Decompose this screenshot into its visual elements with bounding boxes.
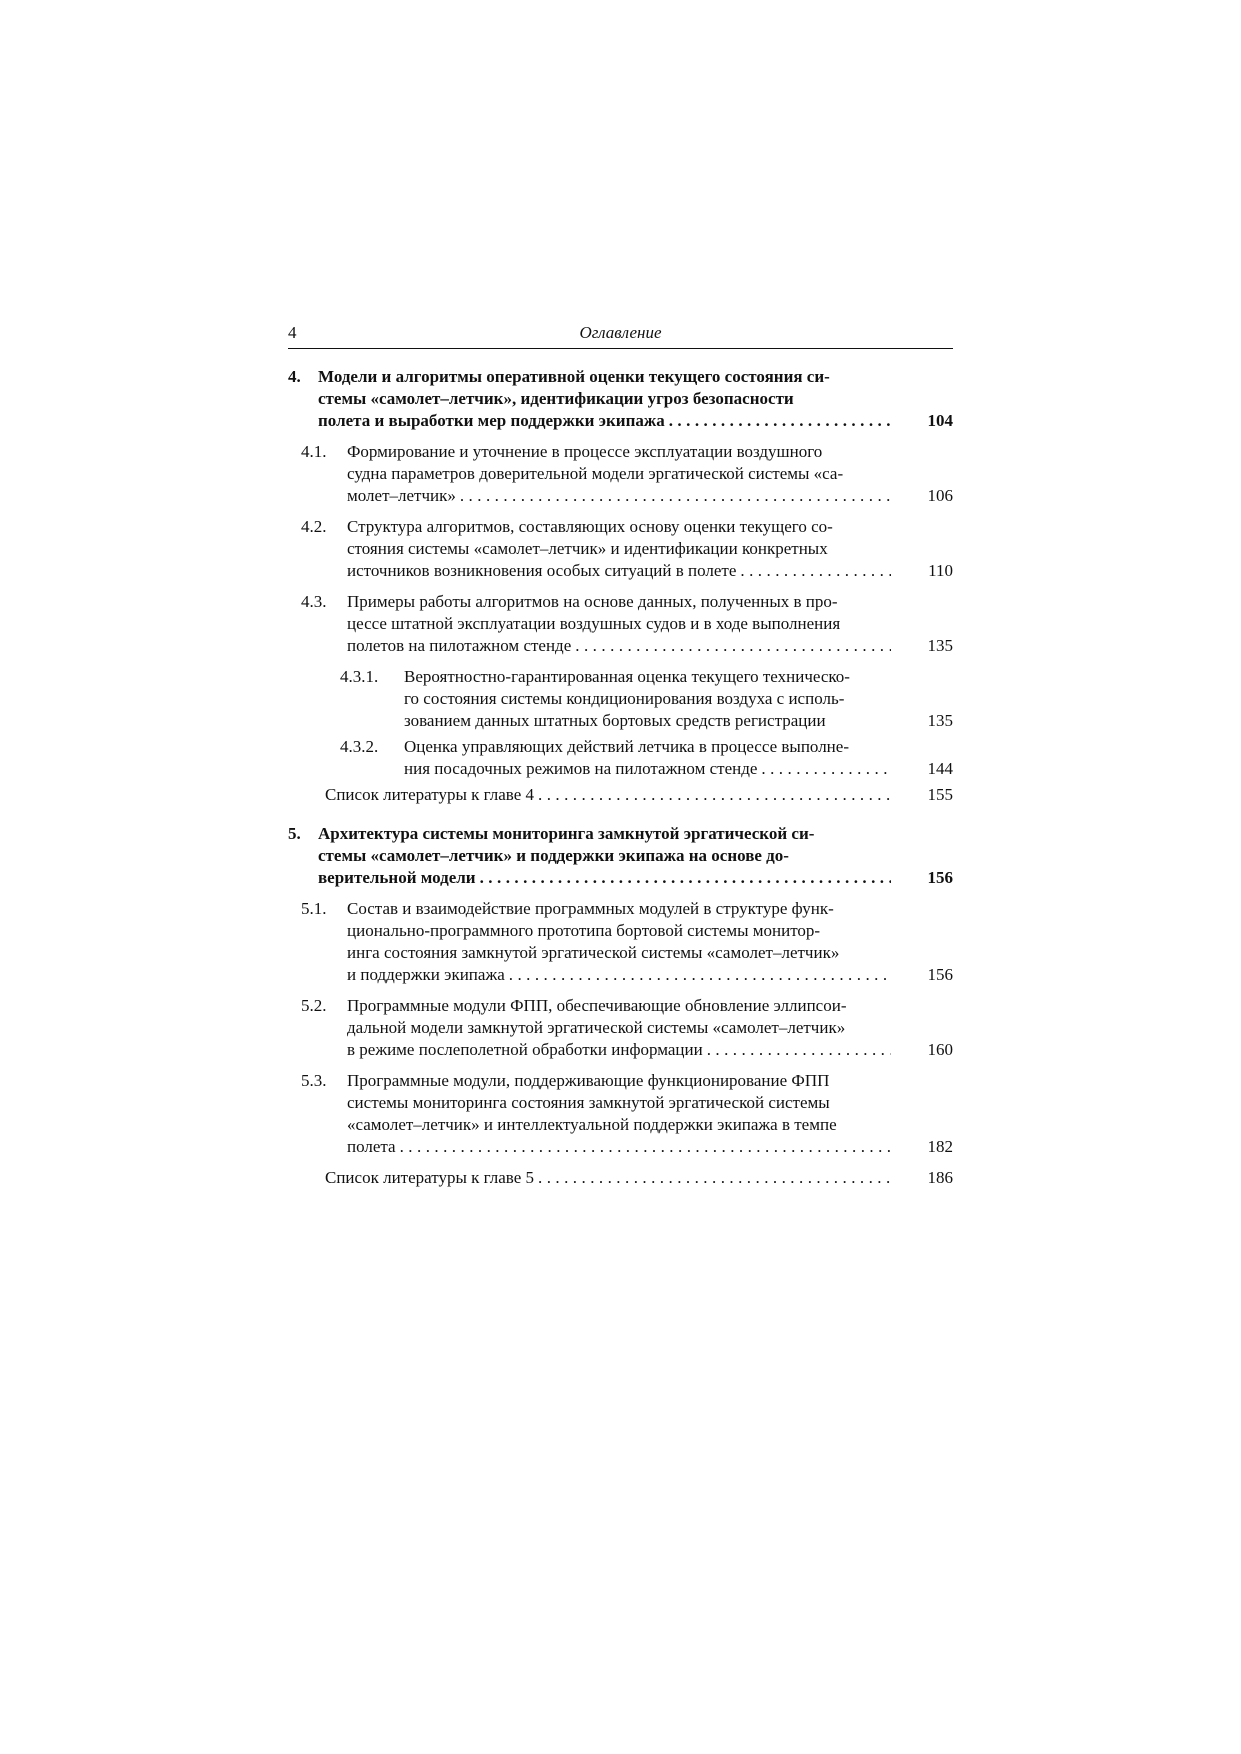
toc-entry-title bbox=[325, 1167, 905, 1189]
toc-section[interactable] bbox=[288, 736, 953, 780]
toc-entry-last-line bbox=[318, 867, 905, 889]
toc-entry-number bbox=[288, 784, 325, 806]
toc-entry-line: Список литературы к главе 5 bbox=[325, 1168, 534, 1187]
toc-entry-last-line bbox=[347, 485, 905, 507]
toc-page-number: 110 bbox=[928, 561, 953, 580]
toc-entry-line: молет–летчик» bbox=[347, 486, 456, 505]
toc-entry-last-line bbox=[404, 758, 905, 780]
toc-entry-line: полетов на пилотажном стенде bbox=[347, 636, 572, 655]
toc-entry-number: 5.3. bbox=[301, 1071, 327, 1090]
toc-entry-number: 4.3.2. bbox=[340, 737, 379, 756]
toc-page-number: 156 bbox=[927, 965, 953, 984]
toc-chapter[interactable] bbox=[288, 823, 953, 889]
dot-leader bbox=[460, 485, 891, 507]
toc-entry-number: 5. bbox=[288, 824, 301, 843]
running-title: Оглавление bbox=[579, 323, 662, 342]
toc-section[interactable] bbox=[288, 898, 953, 986]
toc-entry-line: системы мониторинга состояния замкнутой эргатической системы bbox=[347, 1093, 830, 1112]
toc-page-number: 106 bbox=[927, 486, 953, 505]
toc-entry-line: дальной модели замкнутой эргатической системы «самолет–летчик» bbox=[347, 1018, 846, 1037]
dot-leader bbox=[707, 1039, 891, 1061]
toc-entry-last-line bbox=[325, 784, 905, 806]
toc-page-number: 135 bbox=[927, 711, 953, 730]
toc-section[interactable] bbox=[288, 516, 953, 582]
toc-entry-line: в режиме послеполетной обработки информации bbox=[347, 1040, 703, 1059]
toc-entry-line: ционально-программного прототипа бортовой системы монитор- bbox=[347, 921, 821, 940]
toc-entry-last-line bbox=[347, 560, 905, 582]
toc-entry-number: 4.3.1. bbox=[340, 667, 379, 686]
toc-entry-number: 5.1. bbox=[301, 899, 327, 918]
dot-leader bbox=[575, 635, 891, 657]
dot-leader bbox=[538, 784, 891, 806]
toc-entry-title bbox=[318, 823, 905, 889]
toc-bibliography[interactable] bbox=[288, 1167, 953, 1189]
toc-entry-line: Состав и взаимодействие программных модулей в структуре функ- bbox=[347, 899, 834, 918]
toc-entry-line: стояния системы «самолет–летчик» и идентификации конкретных bbox=[347, 539, 828, 558]
dot-leader bbox=[740, 560, 891, 582]
toc-entry-title bbox=[347, 591, 905, 657]
toc-entry-title bbox=[404, 736, 905, 780]
toc-entry-line: Примеры работы алгоритмов на основе данных, полученных в про- bbox=[347, 592, 838, 611]
toc-entry-title bbox=[347, 516, 905, 582]
toc-entry-number: 4. bbox=[288, 367, 301, 386]
toc-entry-number: 4.3. bbox=[301, 592, 327, 611]
toc-entry-number bbox=[288, 1167, 325, 1189]
toc-entry-line: Вероятностно-гарантированная оценка текущего техническо- bbox=[404, 667, 850, 686]
toc-page-number: 135 bbox=[927, 636, 953, 655]
toc-page-number: 186 bbox=[927, 1168, 953, 1187]
toc-entry-line: и поддержки экипажа bbox=[347, 965, 505, 984]
toc-section[interactable] bbox=[288, 995, 953, 1061]
toc-entry-number: 4.1. bbox=[301, 442, 327, 461]
toc-page-number: 182 bbox=[927, 1137, 953, 1156]
toc-entry-line: Оценка управляющих действий летчика в процессе выполне- bbox=[404, 737, 849, 756]
toc-entry-line: ния посадочных режимов на пилотажном стенде bbox=[404, 759, 758, 778]
dot-leader bbox=[509, 964, 891, 986]
dot-leader bbox=[538, 1167, 891, 1189]
dot-leader bbox=[761, 758, 891, 780]
toc-page-number: 155 bbox=[927, 785, 953, 804]
page-number: 4 bbox=[288, 323, 297, 342]
toc-entry-title bbox=[318, 366, 905, 432]
toc-entry-title bbox=[404, 666, 905, 732]
toc-entry-line: Модели и алгоритмы оперативной оценки текущего состояния си- bbox=[318, 367, 830, 386]
toc-entry-line: цессе штатной эксплуатации воздушных судов и в ходе выполнения bbox=[347, 614, 841, 633]
toc-entry-line: Программные модули ФПП, обеспечивающие обновление эллипсои- bbox=[347, 996, 847, 1015]
book-page bbox=[288, 320, 953, 1202]
dot-leader bbox=[400, 1136, 891, 1158]
toc-entry-line: полета и выработки мер поддержки экипажа bbox=[318, 411, 665, 430]
toc-page-number: 144 bbox=[927, 759, 953, 778]
toc-entry-title bbox=[347, 898, 905, 986]
toc-entry-last-line bbox=[347, 635, 905, 657]
toc-entry-line: верительной модели bbox=[318, 868, 476, 887]
toc-entry-title bbox=[347, 441, 905, 507]
toc-entry-last-line bbox=[318, 410, 905, 432]
toc-page-number: 104 bbox=[927, 411, 953, 430]
running-head bbox=[288, 320, 953, 349]
dot-leader bbox=[669, 410, 891, 432]
toc-section[interactable] bbox=[288, 1070, 953, 1158]
toc-entry-line: Программные модули, поддерживающие функционирование ФПП bbox=[347, 1071, 830, 1090]
toc-entry-last-line bbox=[347, 1039, 905, 1061]
toc-entry-line: стемы «самолет–летчик», идентификации угроз безопасности bbox=[318, 389, 794, 408]
toc-entry-line: «самолет–летчик» и интеллектуальной поддержки экипажа в темпе bbox=[347, 1115, 837, 1134]
toc-entry-last-line bbox=[347, 1136, 905, 1158]
toc-entry-number: 5.2. bbox=[301, 996, 327, 1015]
toc-entry-title bbox=[347, 995, 905, 1061]
toc-page-number: 160 bbox=[927, 1040, 953, 1059]
toc-entry-line: Список литературы к главе 4 bbox=[325, 785, 534, 804]
toc-chapter[interactable] bbox=[288, 366, 953, 432]
toc-entry-line: источников возникновения особых ситуаций в полете bbox=[347, 561, 737, 580]
toc-entry-line: инга состояния замкнутой эргатической системы «самолет–летчик» bbox=[347, 943, 840, 962]
table-of-contents bbox=[288, 366, 953, 1189]
toc-entry-line: Архитектура системы мониторинга замкнутой эргатической си- bbox=[318, 824, 815, 843]
toc-entry-title bbox=[347, 1070, 905, 1158]
toc-section[interactable] bbox=[288, 441, 953, 507]
toc-entry-last-line bbox=[325, 1167, 905, 1189]
toc-entry-last-line bbox=[404, 710, 905, 732]
toc-entry-title bbox=[325, 784, 905, 806]
toc-entry-line: зованием данных штатных бортовых средств регистрации bbox=[404, 711, 826, 730]
dot-leader bbox=[480, 867, 891, 889]
toc-section[interactable] bbox=[288, 591, 953, 657]
toc-entry-line: стемы «самолет–летчик» и поддержки экипажа на основе до- bbox=[318, 846, 789, 865]
toc-section[interactable] bbox=[288, 666, 953, 732]
toc-entry-line: полета bbox=[347, 1137, 396, 1156]
toc-entry-line: Формирование и уточнение в процессе эксплуатации воздушного bbox=[347, 442, 823, 461]
toc-bibliography[interactable] bbox=[288, 784, 953, 806]
toc-entry-line: Структура алгоритмов, составляющих основу оценки текущего со- bbox=[347, 517, 833, 536]
toc-entry-number: 4.2. bbox=[301, 517, 327, 536]
toc-entry-last-line bbox=[347, 964, 905, 986]
toc-page-number: 156 bbox=[927, 868, 953, 887]
toc-entry-line: судна параметров доверительной модели эргатической системы «са- bbox=[347, 464, 844, 483]
toc-entry-line: го состояния системы кондиционирования воздуха с исполь- bbox=[404, 689, 845, 708]
